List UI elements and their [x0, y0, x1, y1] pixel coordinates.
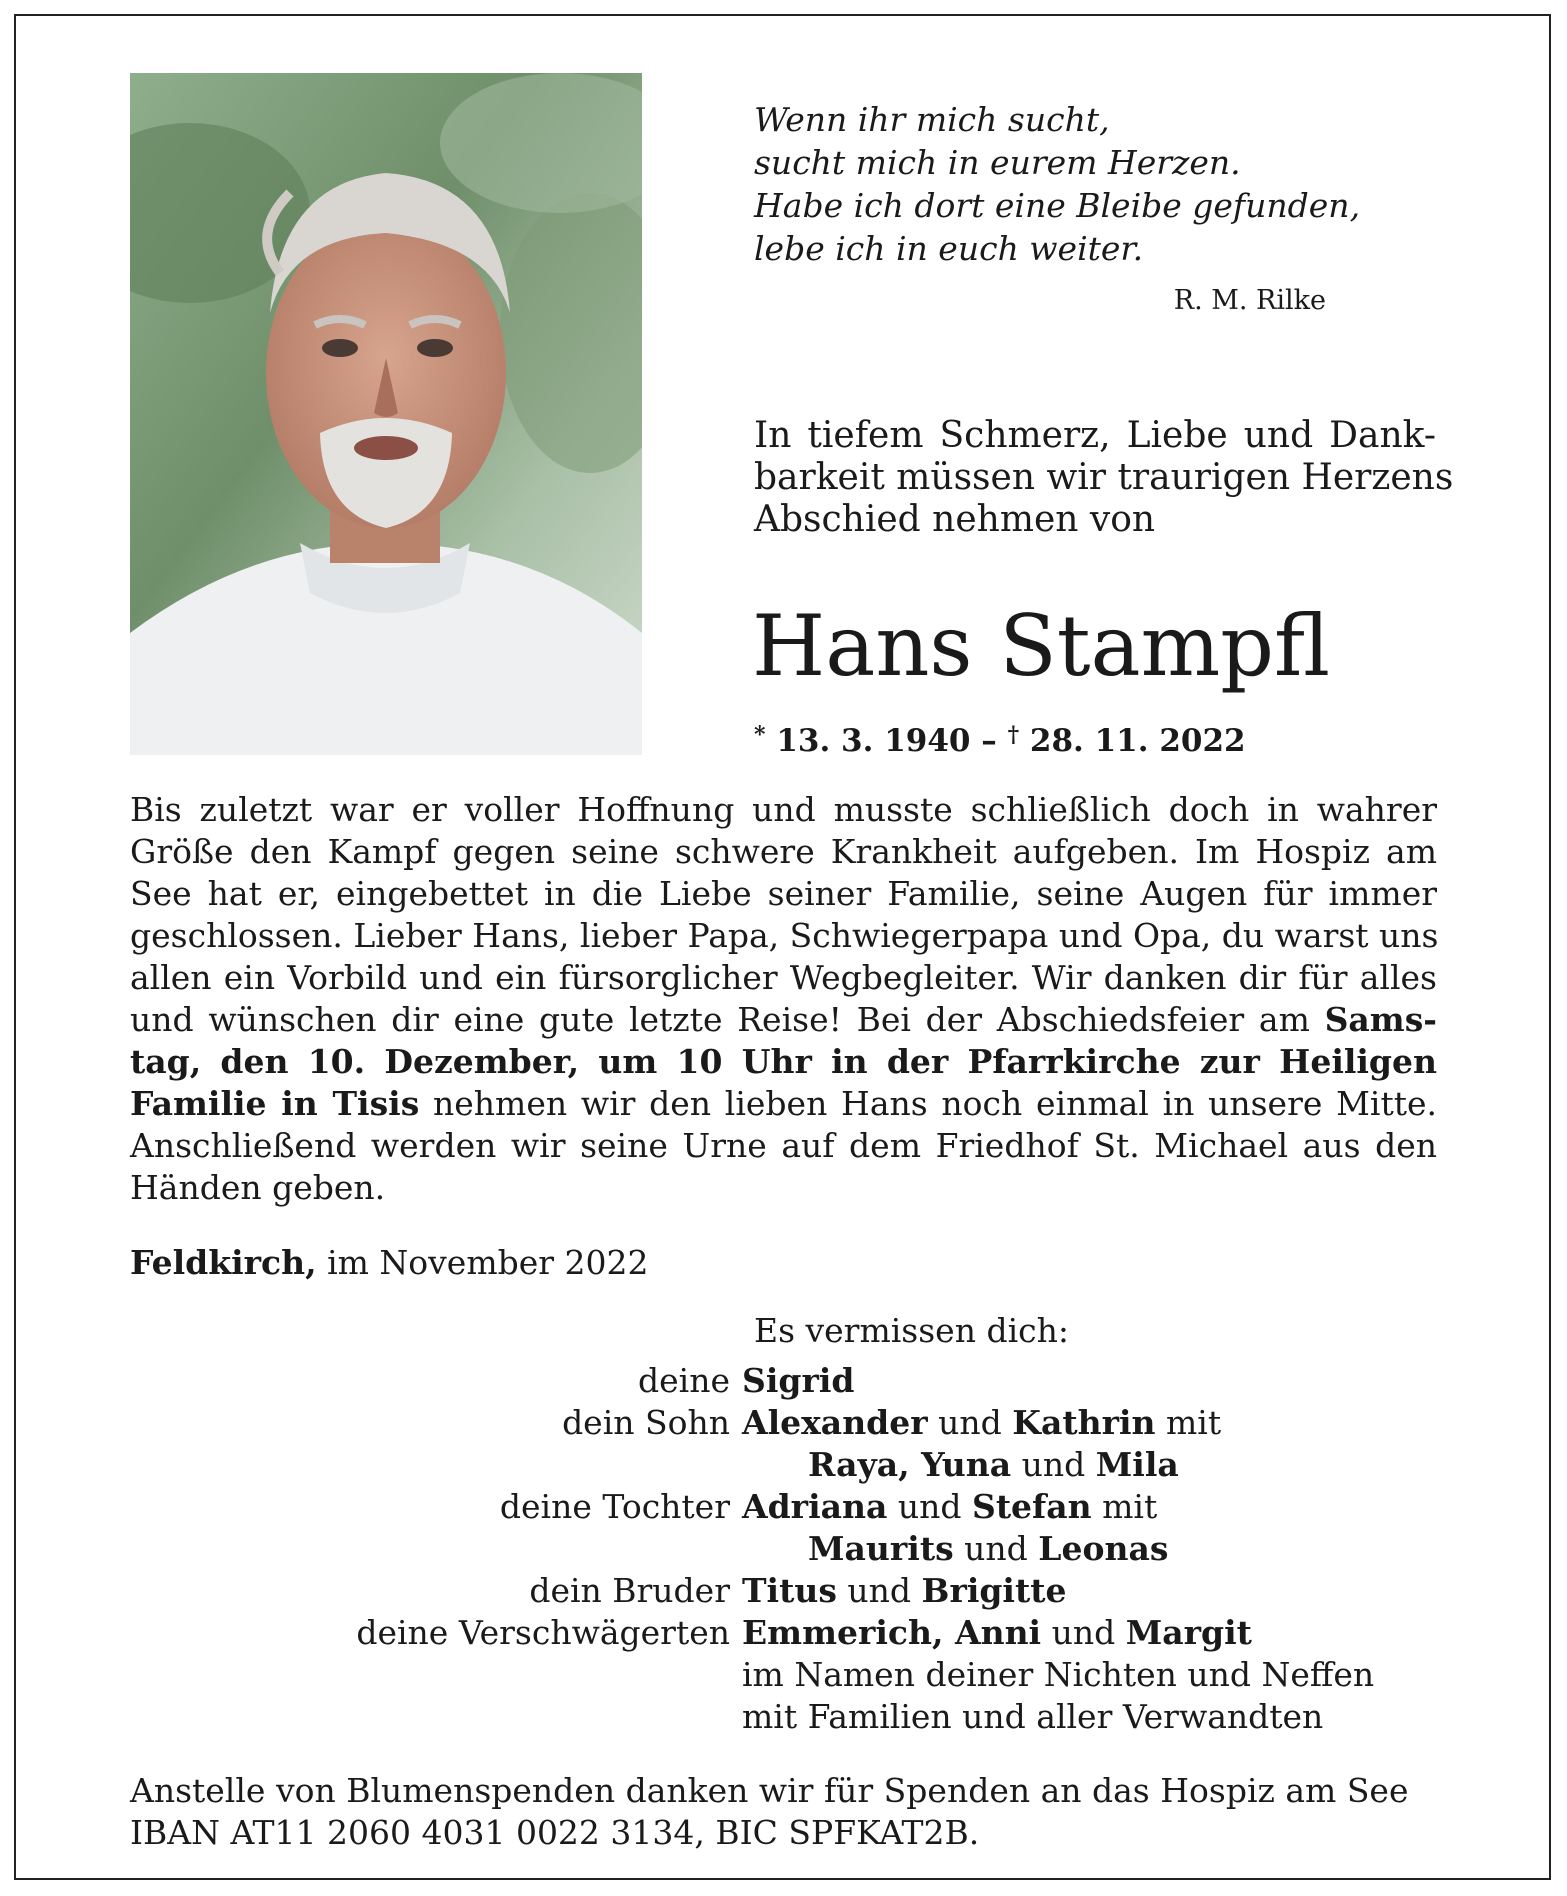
survivor-name: Sigrid [742, 1361, 855, 1400]
body-text-regular: und wünschen dir eine gute letzte Reise! Bei der Abschiedsfeier am [130, 1000, 1325, 1039]
intro-line: barkeit müssen wir traurigen Herzens [754, 457, 1454, 498]
survivor-names [742, 1612, 1252, 1654]
deceased-name: Hans Stampfl [752, 597, 1331, 695]
connector: und [953, 1529, 1039, 1568]
survivor-name: Adriana [742, 1487, 888, 1526]
survivor-names [742, 1402, 1221, 1444]
place-city: Feldkirch, [130, 1243, 317, 1282]
relation-label [130, 1696, 742, 1738]
connector: mit [1091, 1487, 1158, 1526]
survivor-name: Margit [1125, 1613, 1252, 1652]
relation-label: dein Sohn [562, 1403, 730, 1442]
relation-label [130, 1528, 742, 1570]
survivor-names [742, 1486, 1157, 1528]
connector: und [836, 1571, 922, 1610]
survivor-name: Alexander [742, 1403, 928, 1442]
survivor-names [742, 1570, 1066, 1612]
portrait-photo [130, 73, 642, 755]
connector: und [887, 1487, 972, 1526]
survivor-row [130, 1360, 1437, 1402]
connector: und [927, 1403, 1013, 1442]
survivor-name: Mila [1095, 1445, 1179, 1484]
service-info: tag, den 10. Dezember, um 10 Uhr in der Pfarrkirche zur Heiligen [130, 1042, 1437, 1081]
survivor-name: Leonas [1038, 1529, 1169, 1568]
service-info: Sams- [1324, 1000, 1437, 1039]
survivor-name: Stefan [971, 1487, 1092, 1526]
relation-label: deine Tochter [499, 1487, 730, 1526]
intro-line: In tiefem Schmerz, Liebe und Dank- [754, 415, 1436, 456]
bank-details: IBAN AT11 2060 4031 0022 3134, BIC SPFKAT2B. [130, 1813, 980, 1852]
survivor-name: Brigitte [921, 1571, 1067, 1610]
birth-date: 13. 3. 1940 [776, 723, 971, 759]
survivor-names [742, 1444, 1179, 1486]
quote-author: R. M. Rilke [1173, 285, 1326, 316]
body-line [130, 999, 1437, 1041]
quote-line: sucht mich in eurem Herzen. [754, 143, 1241, 182]
birth-symbol: * [754, 722, 766, 748]
survivor-row [130, 1444, 1437, 1486]
relation-label: deine Verschwägerten [356, 1613, 730, 1652]
survivor-name: Raya, Yuna [808, 1445, 1012, 1484]
connector: und [1011, 1445, 1096, 1484]
survivor-name: Maurits [808, 1529, 954, 1568]
body-line: Händen geben. [130, 1168, 386, 1207]
intro-line: Abschied nehmen von [754, 499, 1156, 540]
rilke-quote [754, 98, 1394, 270]
body-line: Bis zuletzt war er voller Hoffnung und musste schließlich doch in wahrer [130, 790, 1437, 829]
date-separator: – [981, 723, 997, 759]
survivors-list [130, 1360, 1437, 1738]
place-date [130, 1242, 649, 1284]
connector: und [1041, 1613, 1126, 1652]
life-dates [754, 722, 1246, 760]
survivor-name: Emmerich, Anni [742, 1613, 1042, 1652]
survivor-name: Titus [742, 1571, 837, 1610]
body-line: allen ein Vorbild und ein fürsorglicher Wegbegleiter. Wir danken dir für alles [130, 958, 1437, 997]
service-info: Familie in Tisis [130, 1084, 420, 1123]
donation-line: Anstelle von Blumenspenden danken wir für Spenden an das Hospiz am See [130, 1771, 1409, 1810]
place-month: im November 2022 [316, 1243, 649, 1282]
donation-note [130, 1770, 1437, 1854]
body-line: Anschließend werden wir seine Urne auf dem Friedhof St. Michael aus den [130, 1126, 1437, 1165]
survivor-name: Kathrin [1012, 1403, 1156, 1442]
body-line [130, 1041, 1437, 1083]
survivor-row [130, 1570, 1437, 1612]
death-date: 28. 11. 2022 [1029, 723, 1246, 759]
survivor-names [742, 1528, 1168, 1570]
body-line: geschlossen. Lieber Hans, lieber Papa, Schwiegerpapa und Opa, du warst uns [130, 916, 1439, 955]
relation-label [130, 1654, 742, 1696]
quote-line: lebe ich in euch weiter. [754, 229, 1144, 268]
survivor-row [130, 1696, 1437, 1738]
body-text-regular: nehmen wir den lieben Hans noch einmal in unsere Mitte. [419, 1084, 1437, 1123]
relation-label: dein Bruder [529, 1571, 730, 1610]
body-line [130, 1083, 1437, 1125]
survivor-names [742, 1360, 854, 1402]
body-line: Größe den Kampf gegen seine schwere Krankheit aufgeben. Im Hospiz am [130, 832, 1437, 871]
death-symbol: † [1007, 722, 1020, 748]
survivors-title: Es vermissen dich: [754, 1311, 1069, 1350]
survivor-row [130, 1612, 1437, 1654]
intro-text [754, 415, 1454, 541]
survivor-note: mit Familien und aller Verwandten [742, 1697, 1324, 1736]
relation-label: deine [638, 1361, 730, 1400]
survivor-row [130, 1528, 1437, 1570]
survivor-row [130, 1654, 1437, 1696]
survivor-row [130, 1402, 1437, 1444]
relation-label [130, 1444, 742, 1486]
survivor-note: im Namen deiner Nichten und Neffen [742, 1655, 1375, 1694]
obituary-body [130, 789, 1437, 1209]
connector: mit [1155, 1403, 1222, 1442]
survivor-row [130, 1486, 1437, 1528]
quote-line: Wenn ihr mich sucht, [754, 100, 1110, 139]
body-line: See hat er, eingebettet in die Liebe seiner Familie, seine Augen für immer [130, 874, 1437, 913]
quote-line: Habe ich dort eine Bleibe gefunden, [754, 186, 1361, 225]
